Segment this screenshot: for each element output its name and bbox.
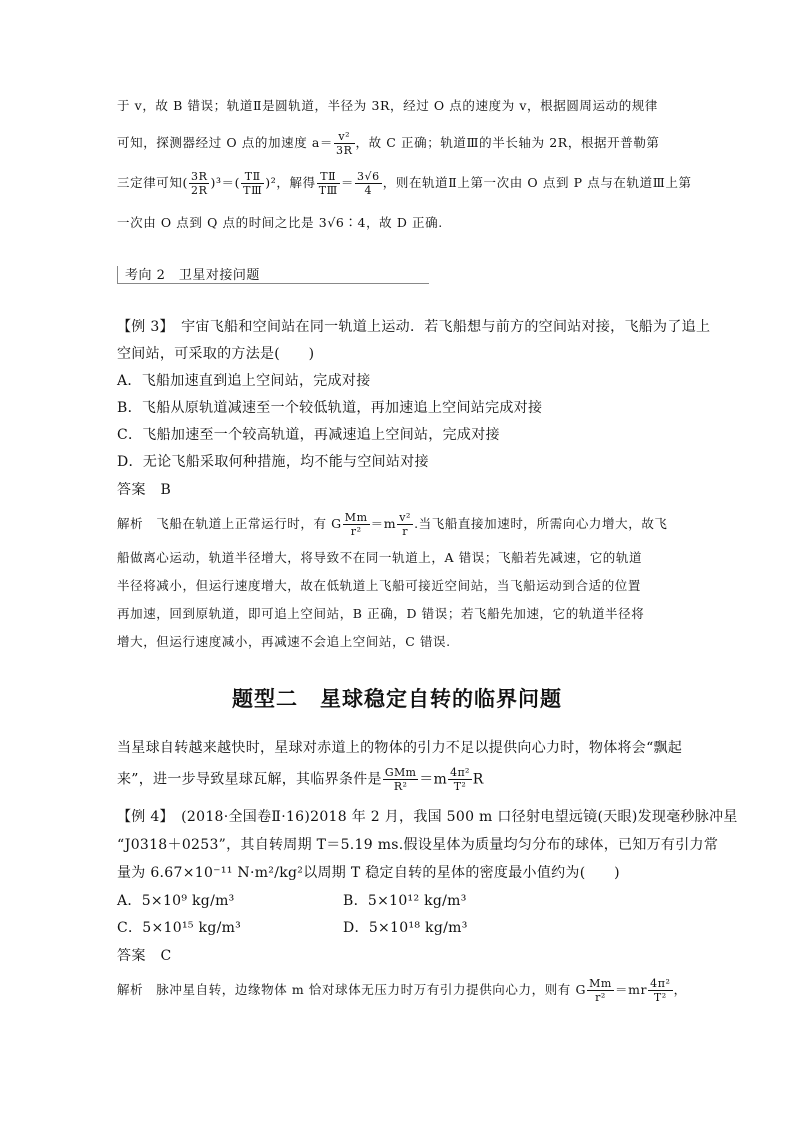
- example4-line-3: 量为 6.67×10⁻¹¹ N·m²/kg²以周期 T 稳定自转的星体的密度最小值约为( ): [117, 865, 620, 881]
- text: R: [472, 771, 484, 788]
- fraction-denominator: TⅢ: [243, 184, 263, 197]
- example3-analysis-line-2: 船做离心运动，轨道半径增大，将导致不在同一轨道上，A 错误；飞船若先减速，它的轨道: [117, 550, 643, 565]
- text: 可知，探测器经过 O 点的加速度 a＝: [117, 135, 334, 150]
- section-heading: [0, 683, 794, 713]
- fraction-denominator: R²: [393, 780, 408, 793]
- text: ＝: [340, 175, 354, 190]
- text: 解析 脉冲星自转，边缘物体 m 恰对球体无压力时万有引力提供向心力，则有 G: [117, 982, 587, 997]
- fraction: [334, 130, 354, 157]
- text: ，: [673, 982, 687, 997]
- analysis-continuation-line-4: 一次由 O 点到 Q 点的时间之比是 3√6∶4，故 D 正确.: [117, 215, 443, 230]
- example4-option-c: C．5×10¹⁵ kg/m³: [117, 920, 242, 936]
- heading-title: 星球稳定自转的临界问题: [320, 687, 562, 711]
- text: ＝m: [419, 771, 448, 788]
- fraction-numerator: 3R: [190, 170, 208, 183]
- fraction: [587, 977, 614, 1004]
- text: 解析 飞船在轨道上正常运行时，有 G: [117, 516, 342, 531]
- example4-line-2: “J0318＋0253”，其自转周期 T＝5.19 ms.假设星体为质量均匀分布的球体，已知万有引力常: [117, 837, 719, 853]
- heading-part-label: 题型二: [232, 687, 298, 711]
- tag-divider-vertical: [117, 266, 118, 284]
- example3-option-a: A．飞船加速直到追上空间站，完成对接: [117, 373, 371, 389]
- text: ＝mr: [614, 982, 648, 997]
- example3-analysis-line-4: 再加速，回到原轨道，即可追上空间站，B 正确，D 错误；若飞船先加速，它的轨道半径将: [117, 606, 645, 621]
- fraction: [343, 511, 370, 538]
- analysis-continuation-line-2: [117, 130, 660, 157]
- example4-option-a: A．5×10⁹ kg/m³: [117, 893, 235, 909]
- text: 三定律可知(: [117, 175, 188, 190]
- example3-analysis-line-1: [117, 511, 668, 538]
- section-tag: [117, 262, 429, 284]
- example3-option-c: C．飞船加速至一个较高轨道，再减速追上空间站，完成对接: [117, 427, 500, 443]
- example4-option-b: B．5×10¹² kg/m³: [343, 893, 467, 909]
- fraction-denominator: r²: [595, 991, 606, 1004]
- fraction-numerator: Mm: [344, 511, 368, 524]
- text: ，故 C 正确；轨道Ⅲ的半长轴为 2R，根据开普勒第: [355, 135, 660, 150]
- text: .当飞船直接加速时，所需向心力增大，故飞: [414, 516, 668, 531]
- fraction: [241, 170, 264, 197]
- fraction-numerator: 4π²: [650, 977, 671, 990]
- fraction-denominator: 4: [364, 184, 373, 197]
- fraction-denominator: r²: [350, 525, 362, 538]
- fraction-denominator: TⅢ: [318, 184, 338, 197]
- fraction-numerator: Mm: [589, 977, 612, 990]
- text: 来”，进一步导致星球瓦解，其临界条件是: [117, 771, 382, 788]
- example4-option-d: D．5×10¹⁸ kg/m³: [343, 920, 468, 936]
- fraction: [397, 511, 413, 538]
- text: ，则在轨道Ⅱ上第一次由 O 点到 P 点与在轨道Ⅲ上第: [382, 175, 692, 190]
- fraction-numerator: v²: [334, 130, 354, 144]
- example3-analysis-line-5: 增大，但运行速度减小，再减速不会追上空间站，C 错误.: [117, 634, 451, 649]
- fraction-denominator: T²: [453, 780, 467, 793]
- tag-divider-horizontal: [117, 283, 429, 284]
- fraction-numerator: GMm: [384, 766, 417, 779]
- fraction: [355, 170, 382, 197]
- fraction-denominator: T²: [653, 991, 667, 1004]
- fraction-numerator: 4π²: [450, 766, 470, 779]
- intro-line-2: [117, 766, 484, 793]
- intro-line-1: 当星球自转越来越快时，星球对赤道上的物体的引力不足以提供向心力时，物体将会“飘起: [117, 740, 683, 756]
- example3-option-d: D．无论飞船采取何种措施，均不能与空间站对接: [117, 454, 429, 470]
- example4-line-1: 【例 4】 (2018·全国卷Ⅱ·16)2018 年 2 月，我国 500 m 口径射电望远镜(天眼)发现毫秒脉冲星: [117, 809, 738, 825]
- fraction-numerator: TⅡ: [317, 170, 340, 184]
- text: )²，解得: [265, 175, 316, 190]
- example4-answer: 答案 C: [117, 948, 172, 964]
- fraction: [448, 766, 472, 793]
- example3-question-line-2: 空间站，可采取的方法是( ): [117, 346, 315, 362]
- example3-option-b: B．飞船从原轨道减速至一个较低轨道，再加速追上空间站完成对接: [117, 400, 543, 416]
- fraction: [383, 766, 418, 793]
- fraction: [317, 170, 340, 197]
- analysis-continuation-line-1: 于 v，故 B 错误；轨道Ⅱ是圆轨道，半径为 3R，经过 O 点的速度为 v，根据圆周运动的规律: [117, 98, 659, 113]
- text: ＝m: [370, 516, 397, 531]
- fraction-denominator: 3R: [336, 144, 353, 157]
- fraction-numerator: TⅡ: [241, 170, 264, 184]
- example3-analysis-line-3: 半径将减小，但运行速度增大，故在低轨道上飞船可接近空间站，当飞船运动到合适的位置: [117, 578, 642, 593]
- fraction-numerator: v²: [399, 511, 412, 524]
- example4-analysis-line-1: [117, 977, 687, 1004]
- fraction-denominator: r: [402, 525, 409, 538]
- example3-question-line-1: 【例 3】 宇宙飞船和空间站在同一轨道上运动．若飞船想与前方的空间站对接，飞船为了追上: [117, 319, 711, 335]
- analysis-continuation-line-3: [117, 170, 692, 197]
- fraction: [648, 977, 672, 1004]
- fraction: [189, 170, 209, 197]
- text: )³＝(: [210, 175, 241, 190]
- section-tag-label: 考向 2 卫星对接问题: [125, 268, 260, 283]
- fraction-numerator: 3√6: [356, 170, 380, 183]
- fraction-denominator: 2R: [190, 184, 208, 197]
- example3-answer: 答案 B: [117, 482, 172, 498]
